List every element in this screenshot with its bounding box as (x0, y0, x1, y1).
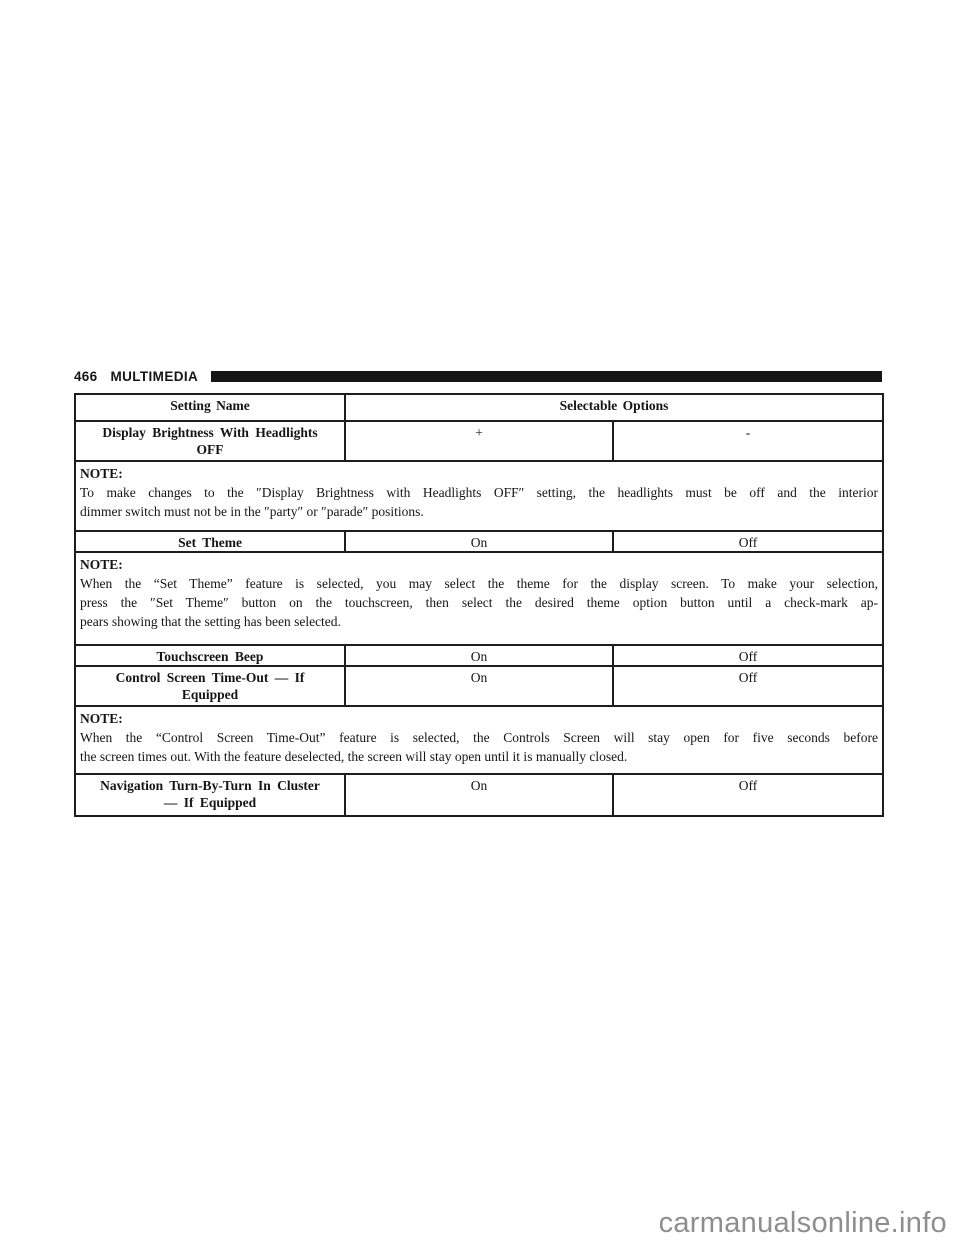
note-text-line: dimmer switch must not be in the ″party″ or ″parade″ positions. (80, 504, 424, 519)
table-row-set-theme (75, 531, 883, 552)
note-label: NOTE: (80, 711, 123, 726)
note-row (75, 552, 883, 645)
section-title: MULTIMEDIA (110, 368, 199, 384)
note-row (75, 706, 883, 774)
option-cell-off: Off (613, 645, 883, 666)
setting-name-line: OFF (196, 442, 224, 457)
table-row-control-screen-timeout (75, 666, 883, 706)
setting-name-line: Control Screen Time-Out — If (115, 670, 305, 685)
page-content (74, 369, 882, 817)
column-header-selectable-options: Selectable Options (345, 394, 883, 421)
table-row-navigation-turn-by-turn (75, 774, 883, 816)
setting-name-cell (75, 774, 345, 816)
option-cell-on: On (345, 531, 613, 552)
table-row-display-brightness (75, 421, 883, 461)
note-row (75, 461, 883, 531)
option-cell-off: Off (613, 666, 883, 706)
note-text-line: When the “Set Theme” feature is selected, you may select the theme for the display screen. To make your selection, (80, 576, 878, 591)
setting-name-line: — If Equipped (163, 795, 257, 810)
note-label: NOTE: (80, 466, 123, 481)
note-text-line: the screen times out. With the feature deselected, the screen will stay open until it is manually closed. (80, 749, 628, 764)
note-cell-control-screen-timeout (75, 706, 883, 774)
option-cell-on: On (345, 645, 613, 666)
option-cell-off: Off (613, 774, 883, 816)
settings-table (74, 393, 884, 817)
note-text-line: To make changes to the ″Display Brightness with Headlights OFF″ setting, the headlights must be off and the interior (80, 485, 878, 500)
note-cell-set-theme (75, 552, 883, 645)
note-cell-display-brightness (75, 461, 883, 531)
header-bar (211, 371, 882, 382)
table-row-touchscreen-beep (75, 645, 883, 666)
column-header-setting-name: Setting Name (75, 394, 345, 421)
page-number: 466 (74, 368, 98, 384)
option-cell-plus: + (345, 421, 613, 461)
note-text-line: When the “Control Screen Time-Out” feature is selected, the Controls Screen will stay open for five seconds before (80, 730, 878, 745)
setting-name-cell (75, 421, 345, 461)
note-text-line: press the ″Set Theme″ button on the touchscreen, then select the desired theme option button until a check-mark ap- (80, 595, 878, 610)
option-cell-on: On (345, 774, 613, 816)
note-text-line: pears showing that the setting has been selected. (80, 614, 341, 629)
option-cell-off: Off (613, 531, 883, 552)
setting-name-line: Display Brightness With Headlights (102, 425, 318, 440)
table-header-row (75, 394, 883, 421)
watermark: carmanualsonline.info (658, 1207, 947, 1239)
setting-name-cell: Touchscreen Beep (75, 645, 345, 666)
setting-name-line: Navigation Turn-By-Turn In Cluster (100, 778, 320, 793)
setting-name-cell (75, 666, 345, 706)
option-cell-minus: - (613, 421, 883, 461)
setting-name-line: Equipped (181, 687, 239, 702)
option-cell-on: On (345, 666, 613, 706)
page-header (74, 369, 882, 383)
note-label: NOTE: (80, 557, 123, 572)
setting-name-cell: Set Theme (75, 531, 345, 552)
